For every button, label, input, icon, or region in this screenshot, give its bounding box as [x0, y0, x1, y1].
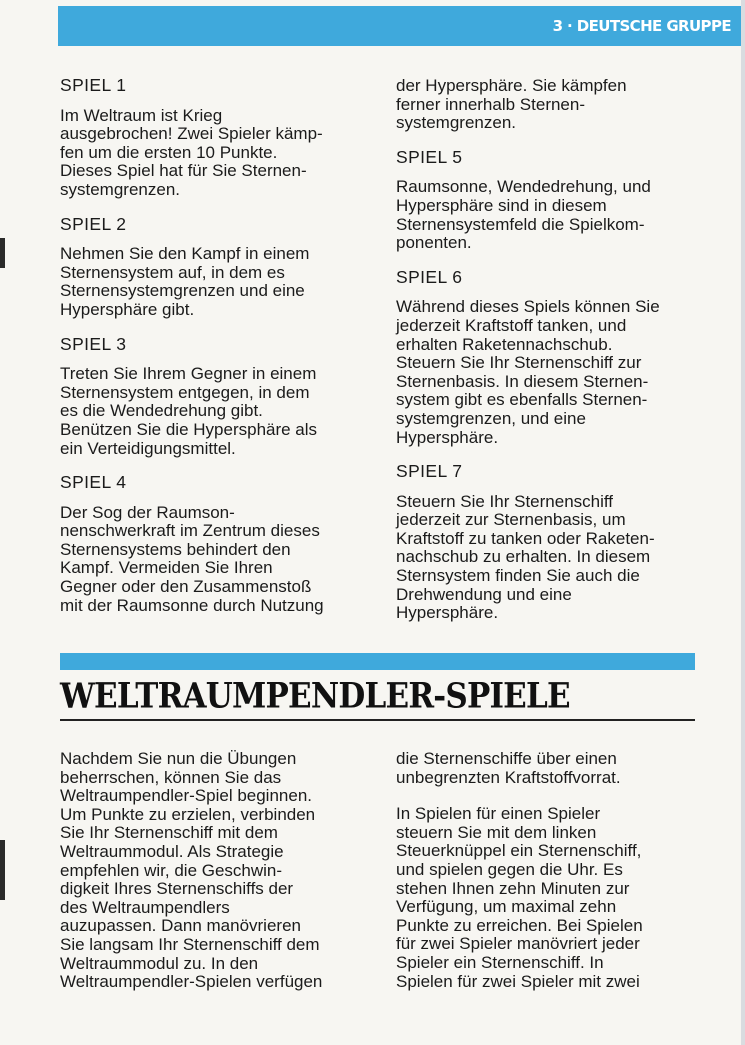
spiel1-heading: SPIEL 1 [60, 75, 127, 95]
weltraumpendler-intro: Nachdem Sie nun die Übungen beherrschen, können Sie das Weltraumpendler-Spiel beginnen. Um Punkte zu erzielen, verbinden Sie Ihr Sternenschiff mit dem Weltraummodul. Als Strategie empfehlen wir, die Geschwin- digkeit Ihres Sternenschiffs der des Weltraumpendlers auzupassen. Dann manövrieren Sie langsam Ihr Sternenschiff dem Weltraummodul zu. In den Weltraumpendler-Spielen verfügen [60, 749, 323, 992]
left-column-top [60, 76, 365, 615]
spiel1-text: Im Weltraum ist Krieg ausgebrochen! Zwei Spieler kämp- fen um die ersten 10 Punkte. Dieses Spiel hat für Sie Sternen- systemgrenzen. [60, 105, 323, 199]
spiel3-heading: SPIEL 3 [60, 333, 127, 354]
binding-mark [0, 238, 5, 268]
spiel3-text: Treten Sie Ihrem Gegner in einem Sternensystem entgegen, in dem es die Wendedrehung gibt. Benützen Sie die Hypersphäre als ein Verteidigungsmittel. [60, 364, 318, 458]
section-divider-bar [60, 653, 695, 670]
right-column-bottom [396, 750, 701, 991]
spiel5-text: Raumsonne, Wendedrehung, und Hypersphäre sind in diesem Sternensystemfeld die Spielkom- ponenten. [396, 177, 651, 253]
left-column-bottom [60, 750, 365, 992]
title-underline [60, 719, 695, 721]
spiel4-continuation: der Hypersphäre. Sie kämpfen ferner innerhalb Sternen- systemgrenzen. [396, 76, 627, 133]
spiel7-text: Steuern Sie Ihr Sternenschiff jederzeit zur Sternenbasis, um Kraftstoff zu tanken oder Raketen- nachschub zu erhalten. In diesem Sternsystem finden Sie auch die Drehwendung und eine Hypersphäre. [396, 491, 655, 623]
weltraumpendler-continuation: die Sternenschiffe über einen unbegrenzten Kraftstoffvorrat. [396, 749, 621, 787]
binding-mark [0, 840, 5, 900]
spiel2-heading: SPIEL 2 [60, 213, 127, 234]
right-column-top [396, 77, 701, 623]
spiel7-heading: SPIEL 7 [396, 461, 463, 482]
spiel6-text: Während dieses Spiels können Sie jederzeit Kraftstoff tanken, und erhalten Raketennachschub. Steuern Sie Ihr Sternenschiff zur Sternenbasis. In diesem Sternen- system gibt es ebenfalls Sternen- systemgrenzen, und eine Hypersphäre. [396, 297, 660, 447]
section-label: 3 · DEUTSCHE GRUPPE [552, 17, 731, 35]
weltraumpendler-players: In Spielen für einen Spieler steuern Sie mit dem linken Steuerknüppel ein Sternenschiff, und spielen gegen die Uhr. Es stehen Ihnen zehn Minuten zur Verfügung, um maximal zehn Punkte zu erreichen. Bei Spielen für zwei Spieler manövriert jeder Spieler ein Sternenschiff. In Spielen für zwei Spieler mit zwei [396, 804, 643, 991]
spiel2-text: Nehmen Sie den Kampf in einem Sternensystem auf, in dem es Sternensystemgrenzen und eine Hypersphäre gibt. [60, 244, 310, 319]
header-bar [58, 6, 741, 46]
spiel4-text: Der Sog der Raumson- nenschwerkraft im Zentrum dieses Sternensystems behindert den Kampf. Vermeiden Sie Ihren Gegner oder den Zusammenstoß mit der Raumsonne durch Nutzung [60, 502, 324, 615]
section-title: WELTRAUMPENDLER-SPIELE [60, 676, 570, 717]
spiel4-heading: SPIEL 4 [60, 472, 127, 493]
page-edge [741, 0, 745, 1045]
spiel5-heading: SPIEL 5 [396, 146, 463, 167]
spiel6-heading: SPIEL 6 [396, 266, 463, 287]
